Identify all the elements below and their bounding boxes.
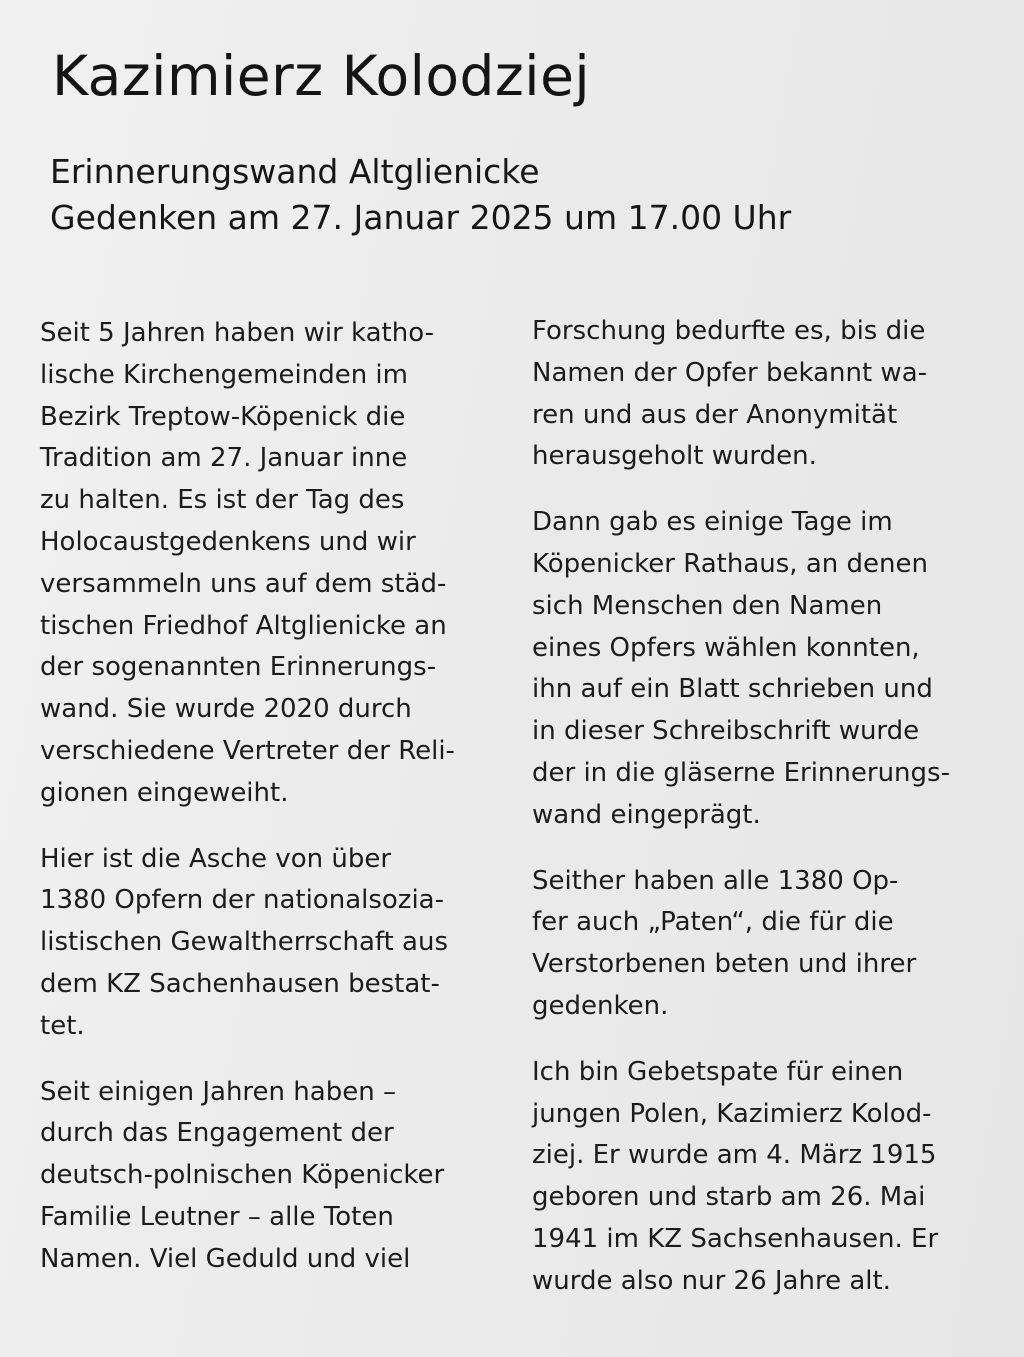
paragraph (532, 502, 1002, 836)
text-line: deutsch-polnischen Köpenicker (40, 1160, 445, 1191)
text-line: Verstorbenen beten und ihrer (532, 949, 917, 980)
text-line: gedenken. (532, 990, 669, 1021)
text-line: Namen der Opfer bekannt wa- (532, 357, 928, 388)
subtitle-date: Gedenken am 27. Januar 2025 um 17.00 Uhr (50, 198, 792, 237)
text-line: sich Menschen den Namen (532, 590, 883, 621)
text-line: versammeln uns auf dem städ- (40, 568, 447, 599)
text-line: lische Kirchengemeinden im (40, 359, 408, 390)
text-column-left (40, 313, 510, 1305)
text-line: der sogenannten Erinnerungs- (40, 652, 437, 683)
text-line: Hier ist die Asche von über (40, 843, 392, 874)
text-line: fer auch „Paten“, die für die (532, 907, 894, 938)
text-line: zu halten. Es ist der Tag des (40, 485, 405, 516)
text-line: Ich bin Gebetspate für einen (532, 1056, 904, 1087)
text-line: Dann gab es einige Tage im (532, 507, 893, 538)
text-line: tet. (40, 1010, 85, 1041)
text-line: ihn auf ein Blatt schrieben und (532, 674, 933, 705)
text-line: geboren und starb am 26. Mai (532, 1182, 926, 1213)
text-line: eines Opfers wählen konnten, (532, 632, 920, 663)
text-column-right (532, 311, 1002, 1327)
text-line: durch das Engagement der (40, 1118, 394, 1149)
text-line: in dieser Schreibschrift wurde (532, 716, 920, 747)
text-line: ziej. Er wurde am 4. März 1915 (532, 1140, 937, 1171)
text-line: tischen Friedhof Altglienicke an (40, 610, 447, 641)
text-line: Seither haben alle 1380 Op- (532, 865, 899, 896)
text-line: wand eingeprägt. (532, 799, 761, 830)
text-line: gionen eingeweiht. (40, 777, 289, 808)
text-line: wurde also nur 26 Jahre alt. (532, 1265, 891, 1296)
paragraph (40, 1072, 510, 1281)
text-line: Köpenicker Rathaus, an denen (532, 548, 928, 579)
text-line: Seit einigen Jahren haben – (40, 1076, 396, 1107)
text-line: herausgeholt wurden. (532, 441, 817, 472)
text-line: Tradition am 27. Januar inne (40, 443, 408, 474)
text-line: verschiedene Vertreter der Reli- (40, 735, 455, 766)
text-line: Namen. Viel Geduld und viel (40, 1243, 411, 1274)
text-line: listischen Gewaltherrschaft aus (40, 927, 448, 958)
text-line: der in die gläserne Erinnerungs- (532, 757, 950, 788)
paragraph (40, 839, 510, 1048)
text-line: dem KZ Sachenhausen bestat- (40, 968, 440, 999)
text-line: Bezirk Treptow-Köpenick die (40, 401, 406, 432)
text-line: 1941 im KZ Sachsenhausen. Er (532, 1223, 939, 1254)
subtitle-location: Erinnerungswand Altglienicke (50, 152, 540, 191)
text-line: ren und aus der Anonymität (532, 399, 898, 430)
paragraph (532, 311, 1002, 478)
paragraph (532, 861, 1002, 1028)
text-line: Seit 5 Jahren haben wir katho- (40, 318, 434, 348)
text-line: 1380 Opfern der nationalsozia- (40, 885, 444, 916)
text-line: Holocaustgedenkens und wir (40, 526, 416, 557)
text-line: Forschung bedurfte es, bis die (532, 316, 926, 346)
paragraph (532, 1052, 1002, 1303)
page-title: Kazimierz Kolodziej (52, 44, 591, 108)
paragraph (40, 313, 510, 815)
text-line: jungen Polen, Kazimierz Kolod- (532, 1098, 932, 1129)
text-line: Familie Leutner – alle Toten (40, 1201, 394, 1232)
text-line: wand. Sie wurde 2020 durch (40, 694, 412, 725)
